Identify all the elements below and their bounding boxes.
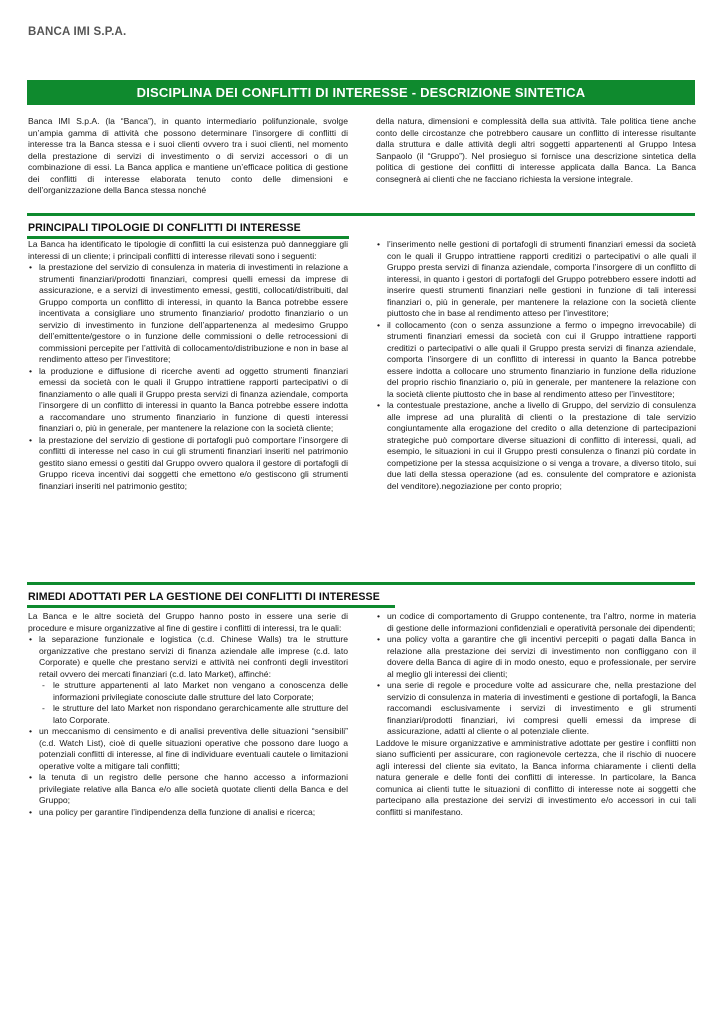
list-item — [28, 634, 348, 726]
section1-left-column — [28, 239, 348, 492]
section2-left-list — [28, 634, 348, 818]
sub-list-item: - le strutture appartenenti al lato Market non vengano a conoscenza delle informazioni privilegiate conosciute dalle strutture del lato Corporate; — [39, 680, 348, 703]
list-item: • una policy volta a garantire che gli incentivi percepiti o pagati dalla Banca in relazione alla prestazione dei servizi di investimento non confliggano con il dovere della Banca di agire di in modo onesto, equo e professionale, per servire al meglio gli interessi dei clienti; — [376, 634, 696, 680]
intro-left-text: Banca IMI S.p.A. (la “Banca”), in quanto intermediario polifunzionale, svolge un’ampia gamma di attività che possono determinare l’insorgere di conflitti di interesse tra la Banca stessa e i suoi clienti ovvero tra i suoi clienti, nel momento della prestazione di servizi di investimento o di servizi accessori o di un combinazione di essi. La Banca applica e mantiene un’efficace politica di gestione dei conflitti di interesse elaborata tenuto conto delle dimensioni e dell’organizzazione della Banca stessa nonché — [28, 116, 348, 195]
section1-right-column — [376, 239, 696, 492]
section2-heading: RIMEDI ADOTTATI PER LA GESTIONE DEI CONFLITTI DI INTERESSE — [28, 591, 380, 603]
section2-closing: Laddove le misure organizzative e amministrative adottate per gestire i conflitti non siano sufficienti per assicurare, con ragionevole certezza, che il rischio di nuocere agli interessi del cliente sia evitato, la Banca informa chiaramente i clienti della natura generale e delle fonti dei conflitti di interesse. In particolare, la Banca comunica ai clienti tutte le situazioni di conflitto di interesse note ai soggetti che partecipano alla prestazione dei servizi di investimento e/o accessori in cui tali conflitti si manifestano. — [376, 737, 696, 817]
section2-heading-underline — [27, 605, 395, 608]
list-item: • l’inserimento nelle gestioni di portafogli di strumenti finanziari emessi da società con le quali il Gruppo intrattiene rapporti creditizi o partecipativi o alle quali il Gruppo presta servizi di finanza aziendale, comporta l’insorgere di un conflitto di interessi, in quanto i gestori di portafogli del Gruppo potrebbero essere indotti ad inserire questi strumenti finanziari nelle gestioni in funzione di tali interessi finanziari o, più in generale, per mantenere la relazione con la società cliente piuttosto che in base al rendimento atteso per l’investitore; — [376, 239, 696, 320]
list-item: • una serie di regole e procedure volte ad assicurare che, nella prestazione del servizio di consulenza in materia di investimenti e gestione di portafogli, la Banca raccomandi esclusivamente i servizi di investimento e gli strumenti finanziari/prodotti finanziari, ivi compresi quelli emessi da imprese di assicurazione, adatti al cliente o al potenziale cliente. — [376, 680, 696, 738]
section2-right-column — [376, 611, 696, 818]
list-item: • un meccanismo di censimento e di analisi preventiva delle situazioni “sensibili” (c.d. Watch List), cioè di quelle situazioni operative che possono dare luogo a potenziali conflitti di interesse, al fine di individuare eventuali cautele o limitazioni operative volte a mitigare tali conflitti; — [28, 726, 348, 772]
section2-left-column — [28, 611, 348, 818]
company-name: BANCA IMI S.P.A. — [28, 26, 127, 38]
intro-left-column — [28, 116, 348, 197]
section1-intro: La Banca ha identificato le tipologie di conflitti la cui esistenza può danneggiare gli interessi di un cliente; i principali conflitti di interesse rilevati sono i seguenti: — [28, 239, 348, 261]
list-item: • il collocamento (con o senza assunzione a fermo o impegno irrevocabile) di strumenti finanziari emessi da società con cui il Gruppo intrattiene rapporti creditizi o partecipativi o alle quali il Gruppo presta servizi di finanza aziendale, comporta l’insorgere di un conflitto di interessi in quanto la Banca potrebbe essere indotta a collocare uno strumento finanziario in funzione della riduzione del proprio rischio finanziario o, più in generale, per mantenere la relazione con la società cliente piuttosto che in base al rendimento atteso per l’investitore; — [376, 320, 696, 401]
list-item: • un codice di comportamento di Gruppo contenente, tra l’altro, norme in materia di gestione delle informazioni confidenziali e operatività personale dei dipendenti; — [376, 611, 696, 634]
section2-intro: La Banca e le altre società del Gruppo hanno posto in essere una serie di procedure e misure organizzative al fine di gestire i conflitti di interessi, tra le quali: — [28, 611, 348, 633]
list-item: • una policy per garantire l’indipendenza della funzione di analisi e ricerca; — [28, 807, 348, 819]
section-divider — [27, 582, 695, 585]
sub-list-item: - le strutture del lato Market non rispondano gerarchicamente alle strutture del lato Corporate. — [39, 703, 348, 726]
list-item: • la prestazione del servizio di gestione di portafogli può comportare l’insorgere di conflitti di interesse nel caso in cui gli strumenti finanziari inseriti nel patrimonio gestito siano emessi o gestiti dal Gruppo ovvero qualora il gestore di portafogli di Gruppo riceva incentivi dai soggetti che emettono e/o gestiscono gli strumenti finanziari inseriti nel patrimonio gestito; — [28, 435, 348, 493]
section1-heading: PRINCIPALI TIPOLOGIE DI CONFLITTI DI INTERESSE — [28, 222, 301, 234]
section1-right-list — [376, 239, 696, 492]
intro-right-column — [376, 116, 696, 185]
list-item-text: la separazione funzionale e logistica (c.d. Chinese Walls) tra le strutture organizzative che prestano servizi di finanza aziendale alle imprese (c.d. lato Corporate) e quelle che prestano servizi e attività nei confronti degli investitori retail ovvero dei mercati finanziari (c.d. lato Market), affinché: — [39, 634, 348, 679]
list-item: • la tenuta di un registro delle persone che hanno accesso a informazioni privilegiate relative alla Banca e/o alle società quotate clienti della Banca e del Gruppo; — [28, 772, 348, 807]
section1-left-list — [28, 262, 348, 492]
section2-right-list — [376, 611, 696, 738]
list-item: • la produzione e diffusione di ricerche aventi ad oggetto strumenti finanziari emessi da società con le quali il Gruppo intrattiene rapporti partecipativi o di finanziamento o alle quali il Gruppo presta servizi di finanza aziendale, comporta l’insorgere di un conflitto di interessi in quanto la Banca potrebbe essere indotta a raccomandare uno strumento finanziario in funzione di questi interessi finanziari o, più in generale, per mantenere la relazione con la società cliente; — [28, 366, 348, 435]
list-item: • la prestazione del servizio di consulenza in materia di investimenti in relazione a strumenti finanziari/prodotti finanziari, compresi quelli emessi da imprese di assicurazione, e a servizi di investimento emessi, gestiti, collocati/distribuiti, dal Gruppo comporta un conflitto di interessi, in quanto la Banca potrebbe essere incentivata a consigliare uno strumento finanziario/ prodotto finanziario o un servizio di investimento in funzione dell’appartenenza al medesimo Gruppo dell’emittente/gestore o in funzione delle commissioni o delle retrocessioni di commissioni percepite per l’attività di collocamento/distribuzione e non in base al rendimento atteso per l’investitore; — [28, 262, 348, 366]
list-item: • la contestuale prestazione, anche a livello di Gruppo, del servizio di consulenza alle imprese ad una pluralità di clienti o la prestazione di tale servizio congiuntamente alla erogazione del credito o alla detenzione di partecipazioni strategiche può comportare diverse situazioni di conflitto di interessi, quali, ad esempio, le situazioni in cui il Gruppo presti consulenza o finanzi più cordate in competizione per la stessa acquisizione o si venga a trovare, a diverso titolo, sui due lati della stessa operazione (ad es. consulente del compratore e azionista del venditore).negoziazione per conto proprio; — [376, 400, 696, 492]
sub-list — [39, 680, 348, 726]
document-title-banner: DISCIPLINA DEI CONFLITTI DI INTERESSE - DESCRIZIONE SINTETICA — [27, 80, 695, 105]
intro-right-text: della natura, dimensioni e complessità della sua attività. Tale politica tiene anche conto delle circostanze che potrebbero causare un conflitto di interesse risultante dalla struttura e dalle attività degli altri soggetti appartenenti al Gruppo Intesa Sanpaolo (il “Gruppo”). Nel prosieguo si fornisce una descrizione sintetica della politica di gestione dei conflitti di interesse applicata dalla Banca. La Banca consegnerà ai clienti che ne facciano richiesta la versione integrale. — [376, 116, 696, 184]
section-divider — [27, 213, 695, 216]
